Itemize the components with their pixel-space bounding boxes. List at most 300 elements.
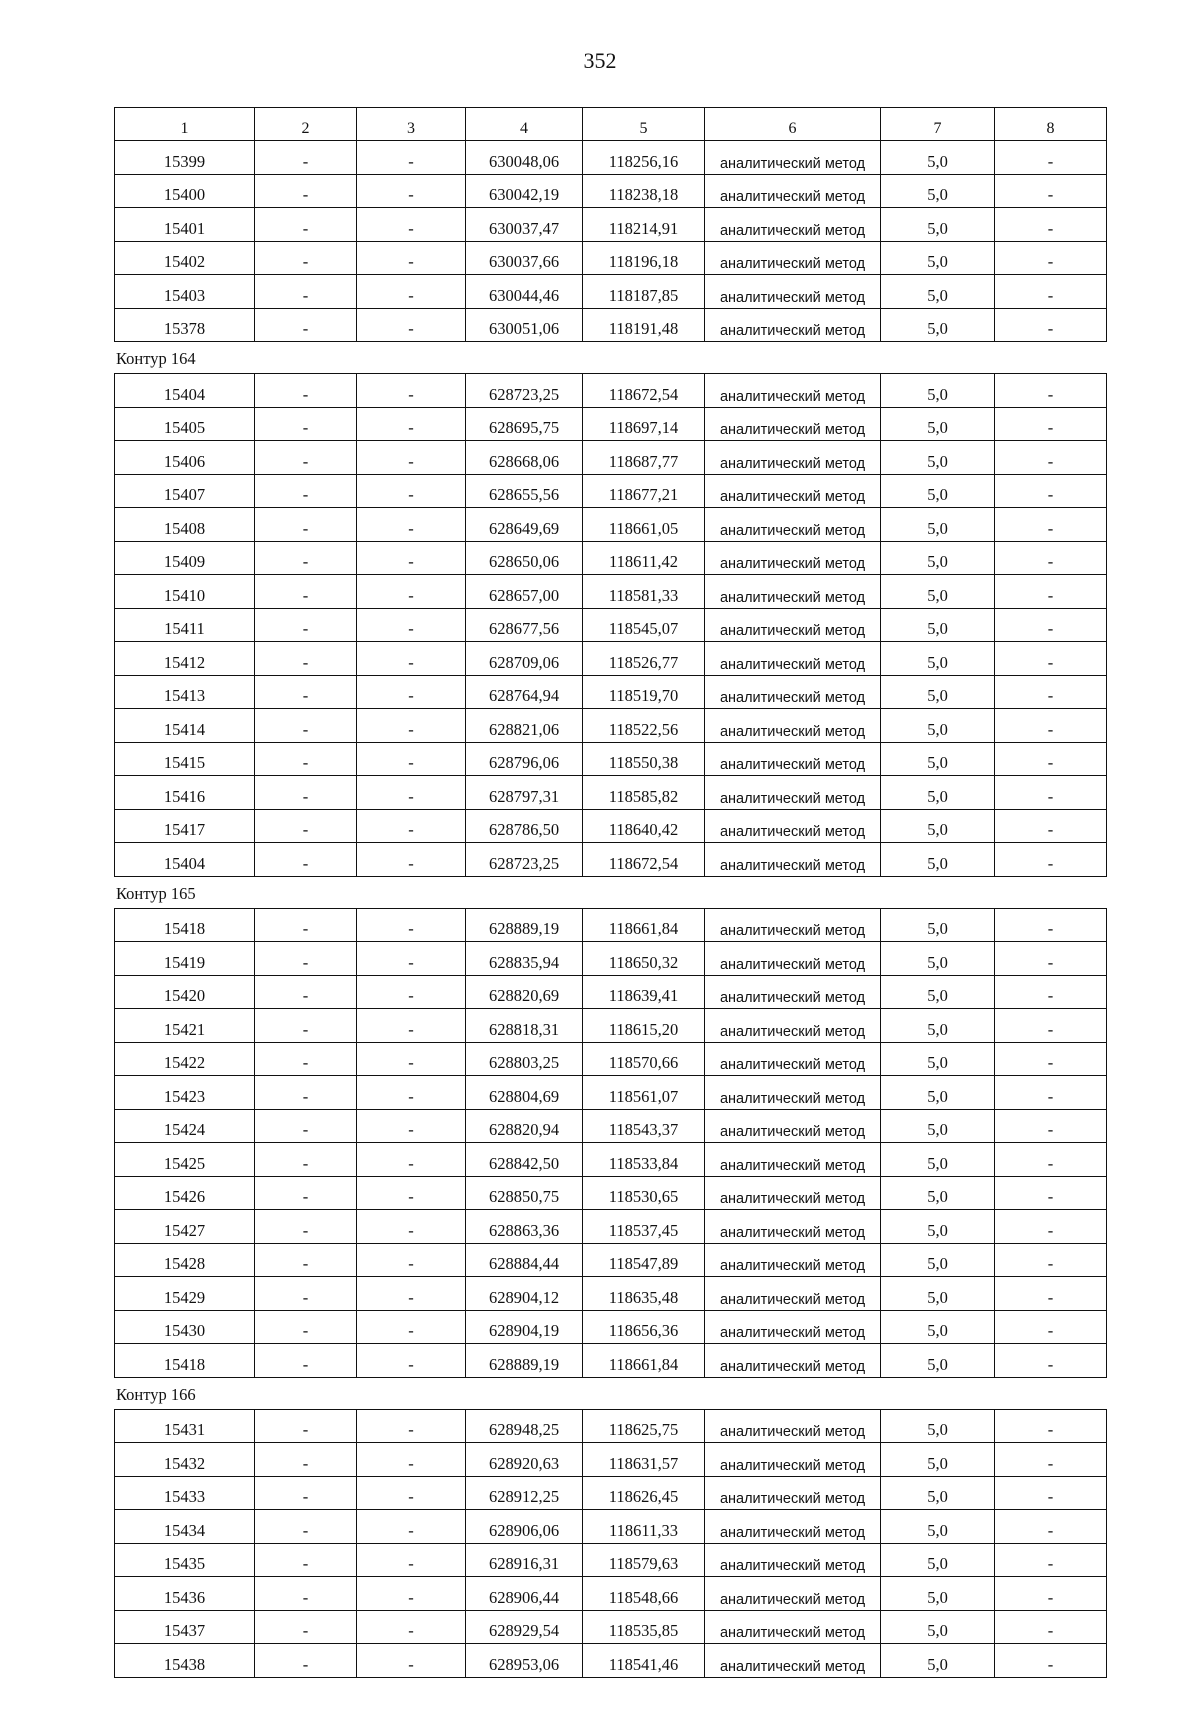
coord-y-cell: 118196,18	[583, 241, 705, 275]
point-number-cell: 15438	[115, 1644, 255, 1678]
coord-y-cell: 118537,45	[583, 1210, 705, 1244]
table-row	[115, 541, 1107, 575]
coord-y-cell: 118611,42	[583, 541, 705, 575]
col-3-cell: -	[357, 407, 466, 441]
col-3-cell: -	[357, 942, 466, 976]
point-number-cell: 15407	[115, 474, 255, 508]
col-2-cell: -	[255, 1543, 357, 1577]
accuracy-cell: 5,0	[881, 1009, 995, 1043]
coord-y-cell: 118548,66	[583, 1577, 705, 1611]
col-8-cell: -	[995, 141, 1107, 175]
coord-x-cell: 628820,69	[466, 975, 583, 1009]
accuracy-cell: 5,0	[881, 474, 995, 508]
method-cell: аналитический метод	[705, 975, 881, 1009]
col-8-cell: -	[995, 608, 1107, 642]
method-cell: аналитический метод	[705, 1344, 881, 1378]
col-2-cell: -	[255, 275, 357, 309]
coord-y-cell: 118631,57	[583, 1443, 705, 1477]
point-number-cell: 15404	[115, 374, 255, 408]
point-number-cell: 15403	[115, 275, 255, 309]
table-row	[115, 809, 1107, 843]
coord-x-cell: 628906,44	[466, 1577, 583, 1611]
coord-x-cell: 628929,54	[466, 1610, 583, 1644]
column-header: 1	[115, 108, 255, 141]
column-header: 8	[995, 108, 1107, 141]
table-row	[115, 1143, 1107, 1177]
table-row	[115, 508, 1107, 542]
method-cell: аналитический метод	[705, 1243, 881, 1277]
accuracy-cell: 5,0	[881, 809, 995, 843]
coord-y-cell: 118687,77	[583, 441, 705, 475]
col-8-cell: -	[995, 1644, 1107, 1678]
coord-y-cell: 118533,84	[583, 1143, 705, 1177]
col-8-cell: -	[995, 575, 1107, 609]
accuracy-cell: 5,0	[881, 942, 995, 976]
column-header: 7	[881, 108, 995, 141]
coord-y-cell: 118661,05	[583, 508, 705, 542]
coord-y-cell: 118545,07	[583, 608, 705, 642]
col-8-cell: -	[995, 642, 1107, 676]
coord-x-cell: 628723,25	[466, 374, 583, 408]
table-row	[115, 608, 1107, 642]
page-number: 352	[583, 48, 617, 73]
col-3-cell: -	[357, 1143, 466, 1177]
col-2-cell: -	[255, 575, 357, 609]
table-row	[115, 141, 1107, 175]
method-cell: аналитический метод	[705, 508, 881, 542]
table-row	[115, 675, 1107, 709]
col-2-cell: -	[255, 441, 357, 475]
col-8-cell: -	[995, 1310, 1107, 1344]
point-number-cell: 15427	[115, 1210, 255, 1244]
col-2-cell: -	[255, 1344, 357, 1378]
col-3-cell: -	[357, 1443, 466, 1477]
col-8-cell: -	[995, 1610, 1107, 1644]
accuracy-cell: 5,0	[881, 776, 995, 810]
col-3-cell: -	[357, 675, 466, 709]
col-2-cell: -	[255, 1443, 357, 1477]
table-row	[115, 208, 1107, 242]
col-8-cell: -	[995, 1543, 1107, 1577]
col-3-cell: -	[357, 843, 466, 877]
table-row	[115, 308, 1107, 342]
accuracy-cell: 5,0	[881, 1476, 995, 1510]
col-2-cell: -	[255, 1042, 357, 1076]
col-2-cell: -	[255, 1143, 357, 1177]
accuracy-cell: 5,0	[881, 908, 995, 942]
col-3-cell: -	[357, 241, 466, 275]
coord-x-cell: 628850,75	[466, 1176, 583, 1210]
table-row	[115, 374, 1107, 408]
table-row	[115, 1310, 1107, 1344]
method-cell: аналитический метод	[705, 174, 881, 208]
method-cell: аналитический метод	[705, 1543, 881, 1577]
point-number-cell: 15412	[115, 642, 255, 676]
coord-y-cell: 118543,37	[583, 1109, 705, 1143]
point-number-cell: 15416	[115, 776, 255, 810]
column-header: 4	[466, 108, 583, 141]
accuracy-cell: 5,0	[881, 508, 995, 542]
col-8-cell: -	[995, 441, 1107, 475]
col-8-cell: -	[995, 1577, 1107, 1611]
coord-x-cell: 630042,19	[466, 174, 583, 208]
coord-x-cell: 628818,31	[466, 1009, 583, 1043]
col-8-cell: -	[995, 374, 1107, 408]
col-2-cell: -	[255, 1076, 357, 1110]
table-row	[115, 1076, 1107, 1110]
col-8-cell: -	[995, 1243, 1107, 1277]
table-row	[115, 1210, 1107, 1244]
coord-y-cell: 118581,33	[583, 575, 705, 609]
point-number-cell: 15425	[115, 1143, 255, 1177]
coord-y-cell: 118530,65	[583, 1176, 705, 1210]
col-3-cell: -	[357, 441, 466, 475]
col-3-cell: -	[357, 809, 466, 843]
col-8-cell: -	[995, 308, 1107, 342]
col-3-cell: -	[357, 1109, 466, 1143]
coord-y-cell: 118238,18	[583, 174, 705, 208]
method-cell: аналитический метод	[705, 1009, 881, 1043]
point-number-cell: 15408	[115, 508, 255, 542]
column-header: 3	[357, 108, 466, 141]
method-cell: аналитический метод	[705, 241, 881, 275]
point-number-cell: 15428	[115, 1243, 255, 1277]
accuracy-cell: 5,0	[881, 374, 995, 408]
method-cell: аналитический метод	[705, 1143, 881, 1177]
col-8-cell: -	[995, 942, 1107, 976]
accuracy-cell: 5,0	[881, 1610, 995, 1644]
point-number-cell: 15415	[115, 742, 255, 776]
col-2-cell: -	[255, 843, 357, 877]
table-row	[115, 1577, 1107, 1611]
col-2-cell: -	[255, 474, 357, 508]
table-row	[115, 275, 1107, 309]
col-8-cell: -	[995, 1476, 1107, 1510]
table-row	[115, 975, 1107, 1009]
coord-x-cell: 628796,06	[466, 742, 583, 776]
table-row	[115, 407, 1107, 441]
col-2-cell: -	[255, 1109, 357, 1143]
method-cell: аналитический метод	[705, 275, 881, 309]
coord-y-cell: 118677,21	[583, 474, 705, 508]
column-header: 5	[583, 108, 705, 141]
table-row	[115, 1042, 1107, 1076]
table-row	[115, 1109, 1107, 1143]
method-cell: аналитический метод	[705, 742, 881, 776]
table-row	[115, 1443, 1107, 1477]
point-number-cell: 15411	[115, 608, 255, 642]
accuracy-cell: 5,0	[881, 709, 995, 743]
method-cell: аналитический метод	[705, 308, 881, 342]
coord-x-cell: 628709,06	[466, 642, 583, 676]
col-2-cell: -	[255, 975, 357, 1009]
accuracy-cell: 5,0	[881, 1042, 995, 1076]
method-cell: аналитический метод	[705, 1409, 881, 1443]
method-cell: аналитический метод	[705, 1610, 881, 1644]
col-2-cell: -	[255, 709, 357, 743]
col-2-cell: -	[255, 1510, 357, 1544]
accuracy-cell: 5,0	[881, 1443, 995, 1477]
accuracy-cell: 5,0	[881, 141, 995, 175]
col-2-cell: -	[255, 1476, 357, 1510]
col-3-cell: -	[357, 1176, 466, 1210]
point-number-cell: 15433	[115, 1476, 255, 1510]
col-2-cell: -	[255, 942, 357, 976]
col-3-cell: -	[357, 1042, 466, 1076]
col-2-cell: -	[255, 241, 357, 275]
table-row	[115, 1277, 1107, 1311]
coord-x-cell: 628677,56	[466, 608, 583, 642]
coord-x-cell: 628668,06	[466, 441, 583, 475]
col-3-cell: -	[357, 1510, 466, 1544]
table-row	[115, 776, 1107, 810]
coord-y-cell: 118256,16	[583, 141, 705, 175]
coord-y-cell: 118570,66	[583, 1042, 705, 1076]
col-8-cell: -	[995, 709, 1107, 743]
coord-x-cell: 628904,12	[466, 1277, 583, 1311]
coord-y-cell: 118650,32	[583, 942, 705, 976]
col-8-cell: -	[995, 1443, 1107, 1477]
accuracy-cell: 5,0	[881, 1409, 995, 1443]
table-row	[115, 642, 1107, 676]
coord-y-cell: 118541,46	[583, 1644, 705, 1678]
accuracy-cell: 5,0	[881, 675, 995, 709]
col-2-cell: -	[255, 174, 357, 208]
method-cell: аналитический метод	[705, 608, 881, 642]
col-2-cell: -	[255, 1409, 357, 1443]
table-row	[115, 1344, 1107, 1378]
col-2-cell: -	[255, 374, 357, 408]
coord-y-cell: 118626,45	[583, 1476, 705, 1510]
coord-x-cell: 628953,06	[466, 1644, 583, 1678]
accuracy-cell: 5,0	[881, 1344, 995, 1378]
accuracy-cell: 5,0	[881, 1143, 995, 1177]
method-cell: аналитический метод	[705, 776, 881, 810]
coord-x-cell: 630051,06	[466, 308, 583, 342]
col-2-cell: -	[255, 1243, 357, 1277]
col-2-cell: -	[255, 608, 357, 642]
col-3-cell: -	[357, 1476, 466, 1510]
col-3-cell: -	[357, 275, 466, 309]
col-8-cell: -	[995, 1176, 1107, 1210]
col-8-cell: -	[995, 1076, 1107, 1110]
col-3-cell: -	[357, 742, 466, 776]
method-cell: аналитический метод	[705, 1042, 881, 1076]
accuracy-cell: 5,0	[881, 642, 995, 676]
point-number-cell: 15429	[115, 1277, 255, 1311]
point-number-cell: 15426	[115, 1176, 255, 1210]
accuracy-cell: 5,0	[881, 608, 995, 642]
col-2-cell: -	[255, 407, 357, 441]
col-8-cell: -	[995, 1510, 1107, 1544]
column-header: 2	[255, 108, 357, 141]
method-cell: аналитический метод	[705, 1109, 881, 1143]
coordinates-table	[114, 1409, 1107, 1678]
col-8-cell: -	[995, 541, 1107, 575]
accuracy-cell: 5,0	[881, 441, 995, 475]
coord-x-cell: 628906,06	[466, 1510, 583, 1544]
table-row	[115, 942, 1107, 976]
col-3-cell: -	[357, 1344, 466, 1378]
col-2-cell: -	[255, 908, 357, 942]
point-number-cell: 15417	[115, 809, 255, 843]
coord-x-cell: 628650,06	[466, 541, 583, 575]
method-cell: аналитический метод	[705, 1577, 881, 1611]
point-number-cell: 15404	[115, 843, 255, 877]
col-2-cell: -	[255, 776, 357, 810]
method-cell: аналитический метод	[705, 208, 881, 242]
method-cell: аналитический метод	[705, 575, 881, 609]
col-2-cell: -	[255, 1009, 357, 1043]
accuracy-cell: 5,0	[881, 1243, 995, 1277]
table-row	[115, 843, 1107, 877]
col-3-cell: -	[357, 908, 466, 942]
coord-y-cell: 118661,84	[583, 908, 705, 942]
coord-y-cell: 118625,75	[583, 1409, 705, 1443]
coord-y-cell: 118519,70	[583, 675, 705, 709]
coord-x-cell: 630037,66	[466, 241, 583, 275]
col-2-cell: -	[255, 1577, 357, 1611]
coordinates-table	[114, 373, 1107, 877]
accuracy-cell: 5,0	[881, 1310, 995, 1344]
coord-x-cell: 628842,50	[466, 1143, 583, 1177]
coord-x-cell: 628657,00	[466, 575, 583, 609]
coord-x-cell: 628649,69	[466, 508, 583, 542]
col-2-cell: -	[255, 1210, 357, 1244]
table-header-row	[115, 108, 1107, 141]
point-number-cell: 15435	[115, 1543, 255, 1577]
coord-x-cell: 628695,75	[466, 407, 583, 441]
table-row	[115, 1009, 1107, 1043]
col-2-cell: -	[255, 541, 357, 575]
col-8-cell: -	[995, 1143, 1107, 1177]
point-number-cell: 15430	[115, 1310, 255, 1344]
coord-x-cell: 628920,63	[466, 1443, 583, 1477]
col-3-cell: -	[357, 308, 466, 342]
col-3-cell: -	[357, 174, 466, 208]
coord-x-cell: 628912,25	[466, 1476, 583, 1510]
contour-label: Контур 164	[116, 349, 196, 368]
point-number-cell: 15432	[115, 1443, 255, 1477]
point-number-cell: 15436	[115, 1577, 255, 1611]
method-cell: аналитический метод	[705, 1277, 881, 1311]
table-row	[115, 441, 1107, 475]
coord-y-cell: 118656,36	[583, 1310, 705, 1344]
col-3-cell: -	[357, 541, 466, 575]
coord-x-cell: 628863,36	[466, 1210, 583, 1244]
coord-y-cell: 118214,91	[583, 208, 705, 242]
col-8-cell: -	[995, 275, 1107, 309]
accuracy-cell: 5,0	[881, 1176, 995, 1210]
col-3-cell: -	[357, 1610, 466, 1644]
method-cell: аналитический метод	[705, 942, 881, 976]
contour-label: Контур 166	[116, 1384, 196, 1404]
method-cell: аналитический метод	[705, 1076, 881, 1110]
col-2-cell: -	[255, 1610, 357, 1644]
coord-y-cell: 118547,89	[583, 1243, 705, 1277]
accuracy-cell: 5,0	[881, 1510, 995, 1544]
coordinates-table	[114, 107, 1107, 342]
coord-y-cell: 118561,07	[583, 1076, 705, 1110]
coord-x-cell: 628797,31	[466, 776, 583, 810]
coordinates-table	[114, 908, 1107, 1378]
col-3-cell: -	[357, 608, 466, 642]
col-3-cell: -	[357, 508, 466, 542]
coord-y-cell: 118672,54	[583, 843, 705, 877]
accuracy-cell: 5,0	[881, 1644, 995, 1678]
method-cell: аналитический метод	[705, 1443, 881, 1477]
point-number-cell: 15400	[115, 174, 255, 208]
coord-x-cell: 628904,19	[466, 1310, 583, 1344]
table-row	[115, 1243, 1107, 1277]
col-3-cell: -	[357, 1277, 466, 1311]
table-row	[115, 474, 1107, 508]
point-number-cell: 15414	[115, 709, 255, 743]
point-number-cell: 15424	[115, 1109, 255, 1143]
table-row	[115, 709, 1107, 743]
point-number-cell: 15423	[115, 1076, 255, 1110]
contour-label: Контур 165	[116, 883, 196, 903]
coord-y-cell: 118639,41	[583, 975, 705, 1009]
coord-y-cell: 118187,85	[583, 275, 705, 309]
accuracy-cell: 5,0	[881, 1109, 995, 1143]
coord-y-cell: 118550,38	[583, 742, 705, 776]
coord-x-cell: 628821,06	[466, 709, 583, 743]
col-3-cell: -	[357, 1644, 466, 1678]
point-number-cell: 15418	[115, 908, 255, 942]
method-cell: аналитический метод	[705, 1176, 881, 1210]
method-cell: аналитический метод	[705, 709, 881, 743]
col-2-cell: -	[255, 742, 357, 776]
col-8-cell: -	[995, 1042, 1107, 1076]
col-3-cell: -	[357, 141, 466, 175]
point-number-cell: 15406	[115, 441, 255, 475]
col-3-cell: -	[357, 208, 466, 242]
col-3-cell: -	[357, 1243, 466, 1277]
col-3-cell: -	[357, 1577, 466, 1611]
col-8-cell: -	[995, 975, 1107, 1009]
coord-y-cell: 118535,85	[583, 1610, 705, 1644]
col-2-cell: -	[255, 1176, 357, 1210]
table-row	[115, 1409, 1107, 1443]
col-2-cell: -	[255, 308, 357, 342]
method-cell: аналитический метод	[705, 675, 881, 709]
coord-x-cell: 628655,56	[466, 474, 583, 508]
col-8-cell: -	[995, 407, 1107, 441]
col-8-cell: -	[995, 1210, 1107, 1244]
col-3-cell: -	[357, 642, 466, 676]
accuracy-cell: 5,0	[881, 407, 995, 441]
coord-y-cell: 118191,48	[583, 308, 705, 342]
coord-x-cell: 628764,94	[466, 675, 583, 709]
col-8-cell: -	[995, 1409, 1107, 1443]
accuracy-cell: 5,0	[881, 1543, 995, 1577]
coord-y-cell: 118615,20	[583, 1009, 705, 1043]
col-8-cell: -	[995, 843, 1107, 877]
coord-y-cell: 118640,42	[583, 809, 705, 843]
col-2-cell: -	[255, 1644, 357, 1678]
col-2-cell: -	[255, 141, 357, 175]
coord-x-cell: 628804,69	[466, 1076, 583, 1110]
coord-x-cell: 628889,19	[466, 1344, 583, 1378]
accuracy-cell: 5,0	[881, 843, 995, 877]
method-cell: аналитический метод	[705, 441, 881, 475]
coord-y-cell: 118522,56	[583, 709, 705, 743]
table-row	[115, 1176, 1107, 1210]
point-number-cell: 15421	[115, 1009, 255, 1043]
col-8-cell: -	[995, 208, 1107, 242]
coord-x-cell: 628948,25	[466, 1409, 583, 1443]
